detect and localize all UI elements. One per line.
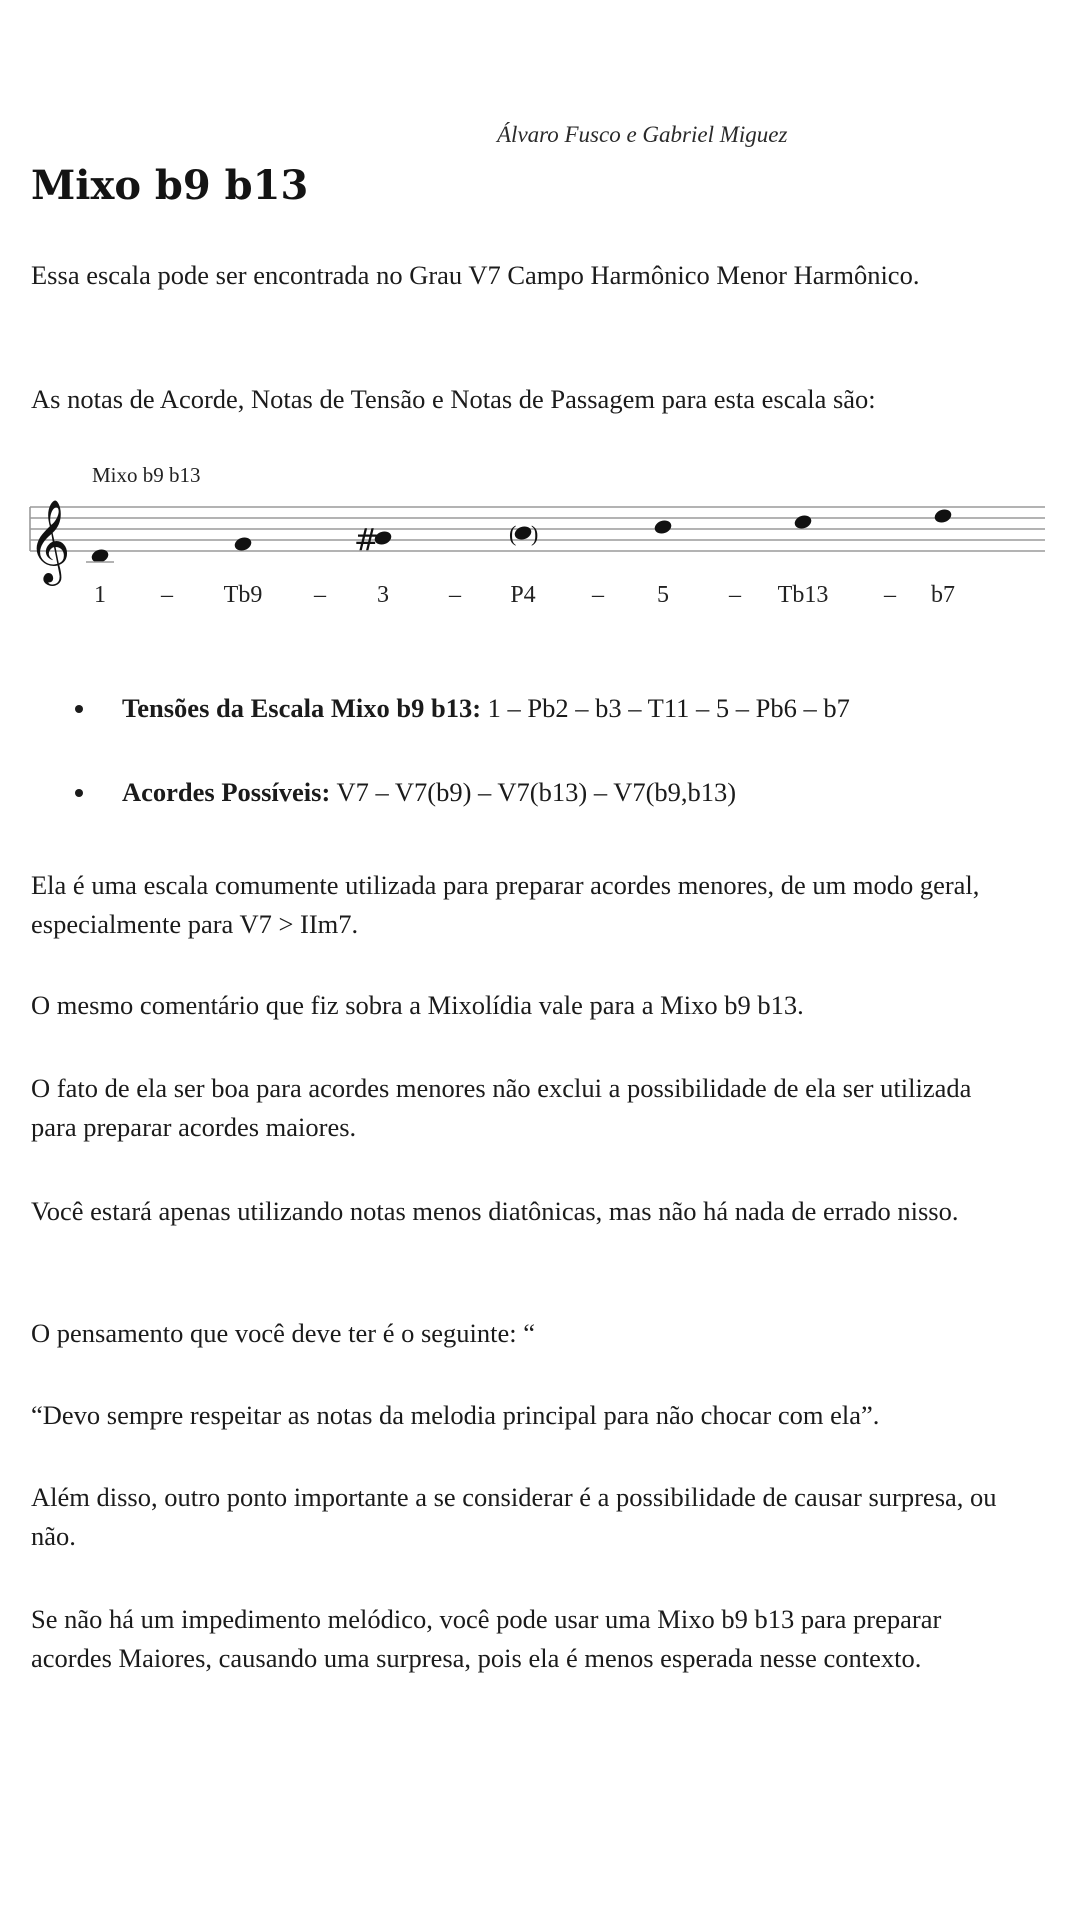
treble-clef-icon: 𝄞: [28, 498, 71, 582]
degree-separator: –: [729, 582, 741, 608]
scale-degree-label: P4: [510, 582, 536, 608]
scale-degree-label: 3: [377, 582, 389, 608]
staff-notation: [0, 452, 1080, 622]
scale-staff: [0, 452, 1080, 622]
body-paragraph: Você estará apenas utilizando notas menos diatônicas, mas não há nada de errado nisso.: [31, 1196, 959, 1226]
tensions-label: Tensões da Escala Mixo b9 b13:: [122, 693, 482, 723]
scale-degrees: [94, 582, 955, 608]
scale-degree-label: 5: [657, 582, 669, 608]
body-paragraph: Além disso, outro ponto importante a se considerar é a possibilidade de causar surpresa, ou não.: [31, 1482, 997, 1551]
degree-separator: –: [592, 582, 604, 608]
tensions-value: 1 – Pb2 – b3 – T11 – 5 – Pb6 – b7: [481, 693, 850, 723]
parenthesis-mark: (: [509, 521, 517, 546]
body-paragraph: “Devo sempre respeitar as notas da melodia principal para não chocar com ela”.: [31, 1400, 880, 1430]
note-head: [793, 513, 813, 530]
degree-separator: –: [314, 582, 326, 608]
degree-separator: –: [884, 582, 896, 608]
staff-label: Mixo b9 b13: [92, 463, 201, 487]
scale-info-list: [75, 690, 1035, 858]
body-paragraph: O pensamento que você deve ter é o seguinte: “: [31, 1318, 536, 1348]
body-paragraph: Se não há um impedimento melódico, você pode usar uma Mixo b9 b13 para preparar acordes Maiores, causando uma surpresa, pois ela é menos esperada nesse contexto.: [31, 1604, 942, 1673]
notes-intro-paragraph: As notas de Acorde, Notas de Tensão e Notas de Passagem para esta escala são:: [31, 384, 876, 414]
body-paragraph: O mesmo comentário que fiz sobra a Mixolídia vale para a Mixo b9 b13.: [31, 990, 804, 1020]
chords-value: V7 – V7(b9) – V7(b13) – V7(b9,b13): [330, 777, 737, 807]
degree-separator: –: [161, 582, 173, 608]
scale-degree-label: 1: [94, 582, 106, 608]
author-credit: Álvaro Fusco e Gabriel Miguez: [497, 122, 788, 147]
bullet-icon: [75, 705, 83, 713]
scale-degree-label: b7: [931, 582, 955, 608]
note-head: [653, 518, 673, 535]
page-title: Mixo b9 b13: [31, 162, 309, 209]
chords-label: Acordes Possíveis:: [122, 777, 331, 807]
note-head: [933, 507, 953, 524]
list-item: [75, 774, 1035, 858]
list-item: [75, 690, 1035, 774]
body-paragraph: O fato de ela ser boa para acordes menores não exclui a possibilidade de ela ser utilizada para preparar acordes maiores.: [31, 1073, 972, 1142]
scale-degree-label: Tb9: [223, 582, 263, 608]
parenthesis-mark: ): [531, 521, 539, 546]
intro-paragraph: Essa escala pode ser encontrada no Grau V7 Campo Harmônico Menor Harmônico.: [31, 260, 920, 290]
note-head: [233, 535, 253, 552]
staff-notes: [86, 507, 953, 564]
body-paragraph: Ela é uma escala comumente utilizada para preparar acordes menores, de um modo geral, especialmente para V7 > IIm7.: [31, 870, 980, 939]
bullet-icon: [75, 789, 83, 797]
scale-degree-label: Tb13: [777, 582, 829, 608]
degree-separator: –: [449, 582, 461, 608]
sharp-icon: #: [354, 523, 380, 558]
